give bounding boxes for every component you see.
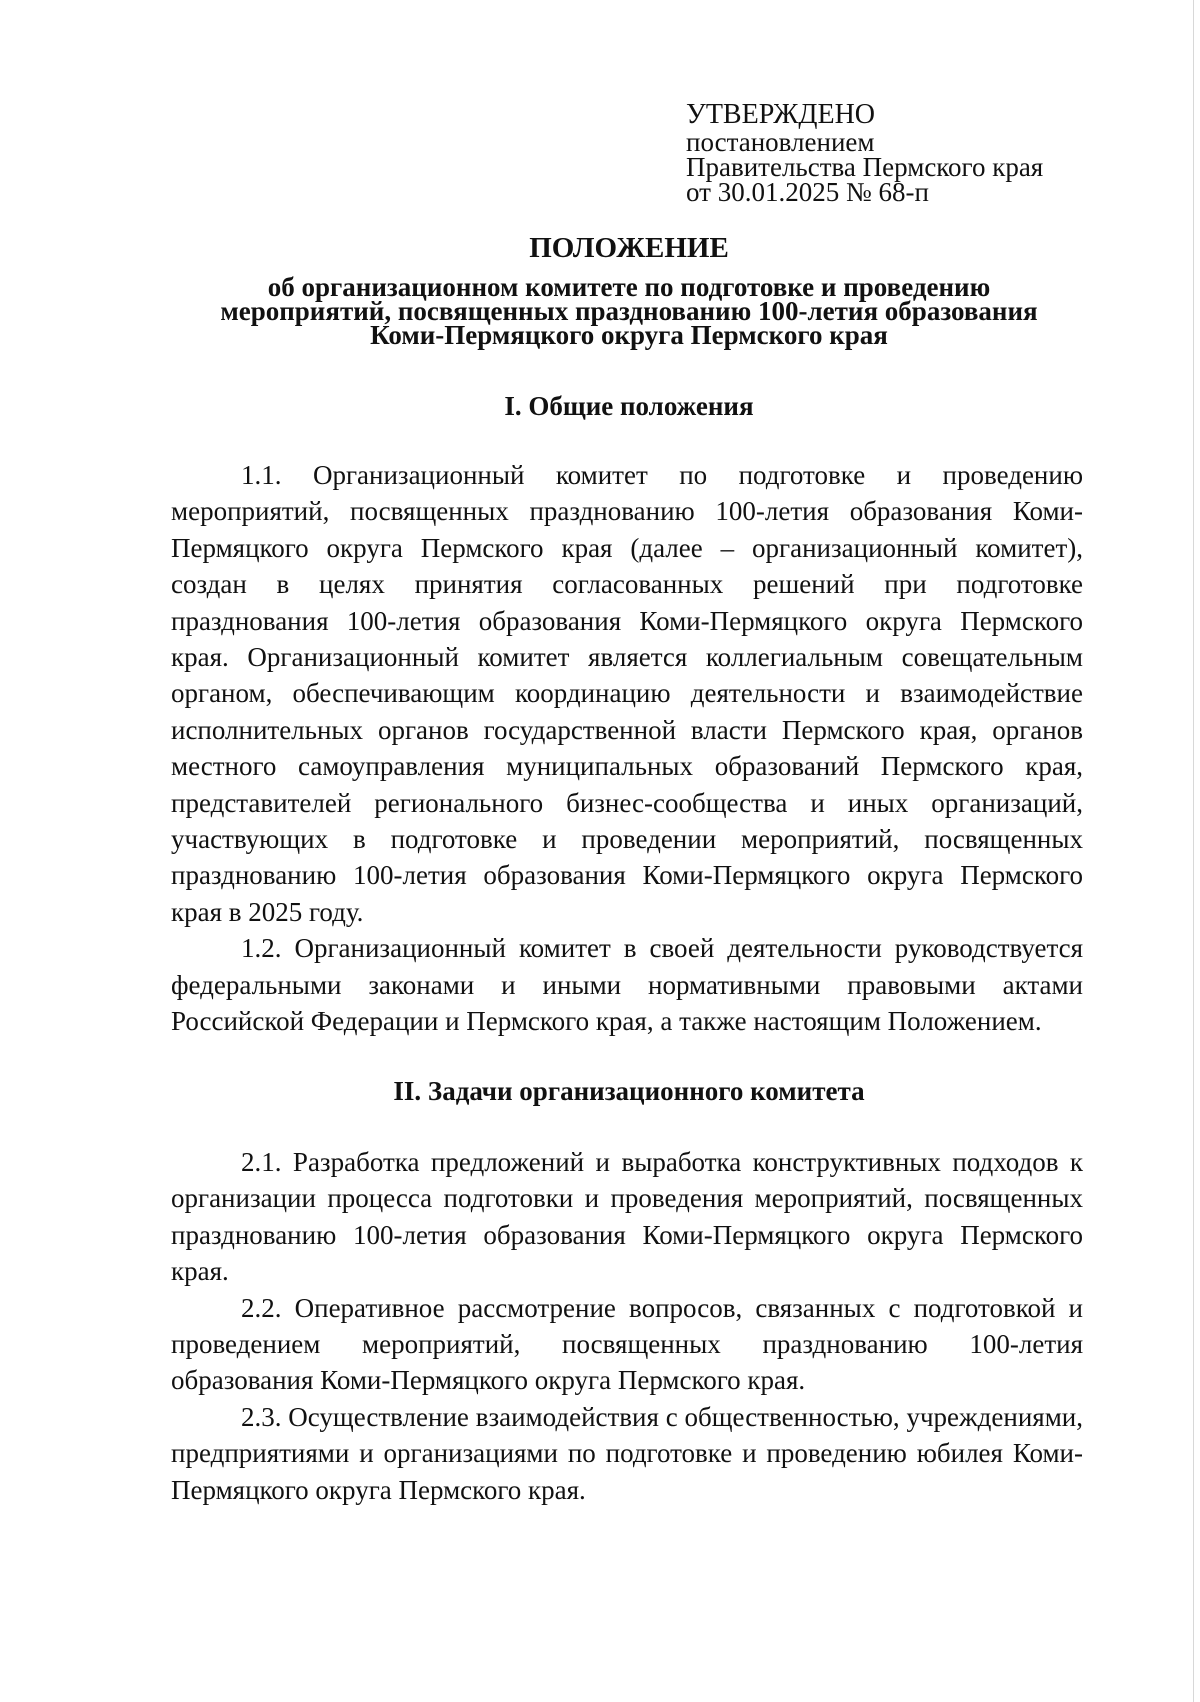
subtitle-line: мероприятий, посвященных празднованию 100-летия образования [220, 296, 1038, 326]
document-subtitle [0, 272, 1200, 350]
approval-line: постановлением [686, 127, 875, 157]
section-body [171, 1144, 1083, 1508]
paragraph: 1.2. Организационный комитет в своей деятельности руководствуется федеральными законами и иными нормативными правовыми актами Российской Федерации и Пермского края, а также настоящим Положением. [171, 933, 1083, 1037]
document-title: ПОЛОЖЕНИЕ [529, 232, 729, 264]
paragraph: 1.1. Организационный комитет по подготовке и проведению мероприятий, посвященных празднованию 100-летия образования Коми-Пермяцкого округа Пермского края (далее – организационный комитет), создан в целях принятия согласованных решений при подготовке празднования 100-летия образования Коми-Пермяцкого округа Пермского края. Организационный комитет является коллегиальным совещательным органом, обеспечивающим координацию деятельности и взаимодействие исполнительных органов государственной власти Пермского края, органов местного самоуправления муниципальных образований Пермского края, представителей регионального бизнес-сообщества и иных организаций, участвующих в подготовке и проведении мероприятий, посвященных празднованию 100-летия образования Коми-Пермяцкого округа Пермского края в 2025 году. [171, 460, 1083, 927]
subtitle-line: Коми-Пермяцкого округа Пермского края [370, 320, 888, 350]
section-heading: I. Общие положения [504, 391, 754, 421]
section-body [171, 457, 1083, 1040]
subtitle-line: об организационном комитете по подготовке и проведению [267, 272, 991, 302]
paragraph: 2.2. Оперативное рассмотрение вопросов, связанных с подготовкой и проведением мероприятий, посвященных празднованию 100-летия образования Коми-Пермяцкого округа Пермского края. [171, 1292, 1083, 1396]
paragraph: 2.1. Разработка предложений и выработка конструктивных подходов к организации процесса подготовки и проведения мероприятий, посвященных празднованию 100-летия образования Коми-Пермяцкого округа Пермского края. [171, 1147, 1083, 1287]
approval-line: Правительства Пермского края [686, 152, 1044, 182]
approval-title: УТВЕРЖДЕНО [686, 99, 876, 130]
approval-block [686, 100, 1043, 205]
section-heading: II. Задачи организационного комитета [393, 1076, 865, 1106]
paragraph: 2.3. Осуществление взаимодействия с общественностью, учреждениями, предприятиями и организациями по подготовке и проведению юбилея Коми-Пермяцкого округа Пермского края. [171, 1401, 1083, 1505]
approval-line: от 30.01.2025 № 68-п [686, 177, 929, 207]
